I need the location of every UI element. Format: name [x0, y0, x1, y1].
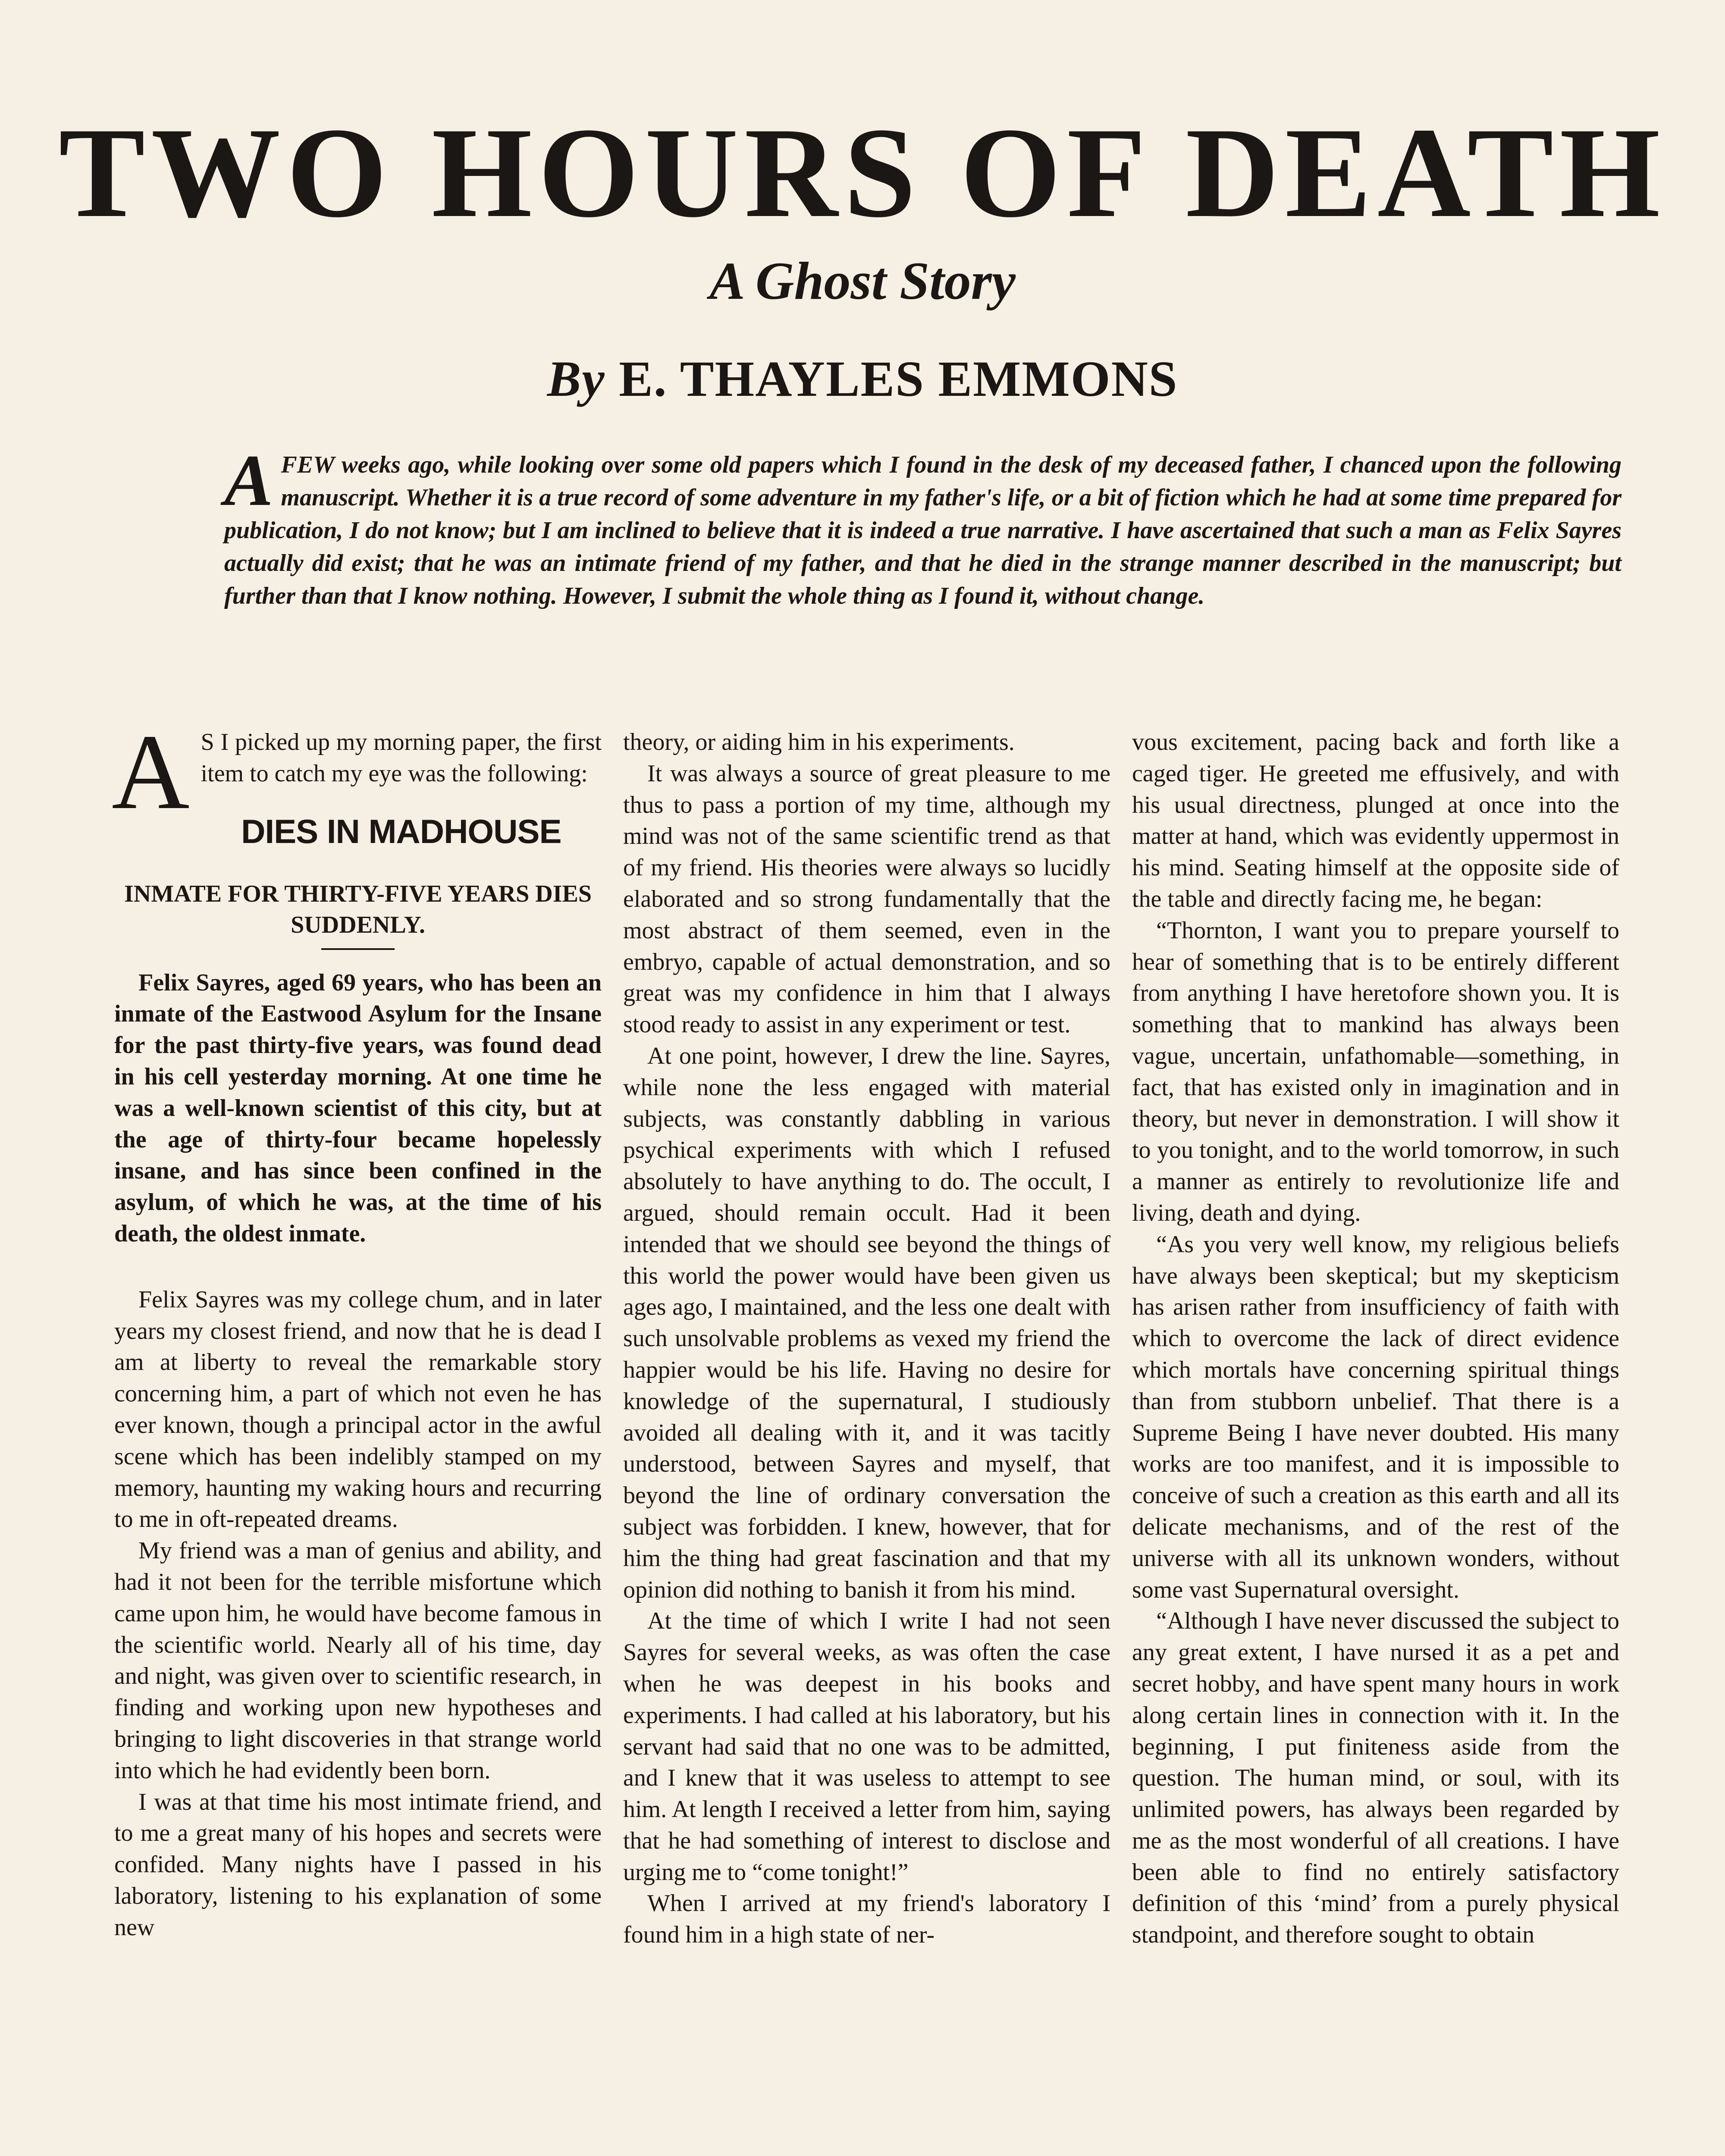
- paragraph: “Thornton, I want you to prepare yourself to hear of something that is to be entirely different from anything I have heretofore shown you. It is something that to mankind has always been vague, uncertain, unfathomable—something, in fact, that has existed only in imagination and in theory, but never in demonstration. I will show it to you tonight, and to the world tomorrow, in such a manner as entirely to revolutionize life and living, death and dying.: [1132, 917, 1619, 1226]
- paragraph-continued: theory, or aiding him in his experiments.: [623, 729, 1015, 755]
- column-1: [112, 712, 602, 1943]
- paragraph: At the time of which I write I had not seen Sayres for several weeks, as was often the case when he was deepest in his books and experiments. I had called at his laboratory, but his servant had said that no one was to be admitted, and I knew that it was useless to attempt to see him. At length I received a letter from him, saying that he had something of interest to disclose and urging me to “come tonight!”: [623, 1608, 1110, 1886]
- paragraph: I was at that time his most intimate friend, and to me a great many of his hopes and secrets were confided. Many nights have I passed in his laboratory, listening to his explanation of some new: [114, 1788, 602, 1941]
- news-clipping: [114, 967, 602, 1250]
- news-body: Felix Sayres, aged 69 years, who has been an inmate of the Eastwood Asylum for the Insane for the past thirty-five years, was found dead in his cell yesterday morning. At one time he was a well-known scientist of this city, but at the age of thirty-four became hopelessly insane, and has since been confined in the asylum, of which he was, at the time of his death, the oldest inmate.: [114, 969, 602, 1247]
- article-subtitle: A Ghost Story: [709, 251, 1016, 310]
- drop-cap: A: [112, 712, 190, 832]
- paragraph: “As you very well know, my religious beliefs have always been skeptical; but my skepticism has arisen rather from insufficiency of faith with which to overcome the lack of direct evidence which mortals have concerning spiritual things than from stubborn unbelief. That there is a Supreme Being I have never doubted. His many works are too manifest, and it is impossible to conceive of such a creation as this earth and all its delicate mechanisms, and of the rest of the universe with all its unknown wonders, without some vast Supernatural oversight.: [1132, 1231, 1619, 1603]
- column-2: [623, 727, 1110, 1951]
- paragraph: At one point, however, I drew the line. Sayres, while none the less engaged with material subjects, was constantly dabbling in various psychical experiments with which I refused absolutely to have anything to do. The occult, I argued, should remain occult. Had it been intended that we should see beyond the things of this world the power would have been given us ages ago, I maintained, and the less one dealt with such unsolvable problems as vexed my friend the happier would be his life. Having no desire for knowledge of the supernatural, I studiously avoided all dealing with it, and it was tacitly understood, between Sayres and myself, that beyond the line of ordinary conversation the subject was forbidden. I knew, however, that for him the thing had great fascination and that my opinion did nothing to banish it from his mind.: [623, 1042, 1110, 1603]
- paragraph-continued: vous excitement, pacing back and forth like a caged tiger. He greeted me effusively, and with his usual directness, plunged at once into the matter at hand, which was evidently uppermost in his mind. Seating himself at the opposite side of the table and directly facing me, he began:: [1132, 729, 1619, 912]
- intro-initial: A: [224, 440, 273, 521]
- paragraph: It was always a source of great pleasure to me thus to pass a portion of my time, although my mind was not of the same scientific trend as that of my friend. His theories were always so lucidly elaborated and so strong fundamentally that the most abstract of them seemed, even in the embryo, capable of actual demonstration, and so great was my confidence in him that I always stood ready to assist in any experiment or test.: [623, 760, 1110, 1038]
- intro-text: FEW weeks ago, while looking over some old papers which I found in the desk of my deceased father, I chanced upon the following manuscript. Whether it is a true record of some adventure in my father's life, or a bit of fiction which he had at some time prepared for publication, I do not know; but I am inclined to believe that it is indeed a true narrative. I have ascertained that such a man as Felix Sayres actually did exist; that he was an intimate friend of my father, and that he died in the strange manner described in the manuscript; but further than that I know nothing. However, I submit the whole thing as I found it, without change.: [224, 451, 1622, 609]
- opening-text: S I picked up my morning paper, the first item to catch my eye was the following:: [201, 729, 602, 787]
- author-name: E. THAYLES EMMONS: [619, 351, 1178, 407]
- byline-prefix: By: [547, 351, 605, 407]
- news-subhead: INMATE FOR THIRTY-FIVE YEARS DIES SUDDENLY.: [124, 880, 592, 938]
- news-headline: DIES IN MADHOUSE: [241, 812, 561, 850]
- paragraph: Felix Sayres was my college chum, and in later years my closest friend, and now that he is dead I am at liberty to reveal the remarkable story concerning him, a part of which not even he has ever known, though a principal actor in the awful scene which has been indelibly stamped on my memory, haunting my waking hours and recurring to me in oft-repeated dreams.: [114, 1286, 602, 1533]
- paragraph: My friend was a man of genius and ability, and had it not been for the terrible misfortune which came upon him, he would have become famous in the scientific world. Nearly all of his time, day and night, was given over to scientific research, in finding and working upon new hypotheses and bringing to light discoveries in that strange world into which he had evidently been born.: [114, 1537, 602, 1784]
- paragraph: When I arrived at my friend's laboratory I found him in a high state of ner-: [623, 1890, 1110, 1949]
- article-title: TWO HOURS OF DEATH: [59, 101, 1666, 244]
- column-3: [1132, 727, 1619, 1951]
- editor-introduction: [224, 440, 1622, 612]
- byline: [0, 351, 1725, 407]
- divider-rule: [321, 948, 395, 950]
- paragraph: “Although I have never discussed the subject to any great extent, I have nursed it as a pet and secret hobby, and have spent many hours in work along certain lines in connection with it. In the beginning, I put finiteness aside from the question. The human mind, or soul, with its unlimited powers, has always been regarded by me as the most wonderful of all creations. I have been able to find no entirely satisfactory definition of this ‘mind’ from a purely physical standpoint, and therefore sought to obtain: [1132, 1608, 1619, 1949]
